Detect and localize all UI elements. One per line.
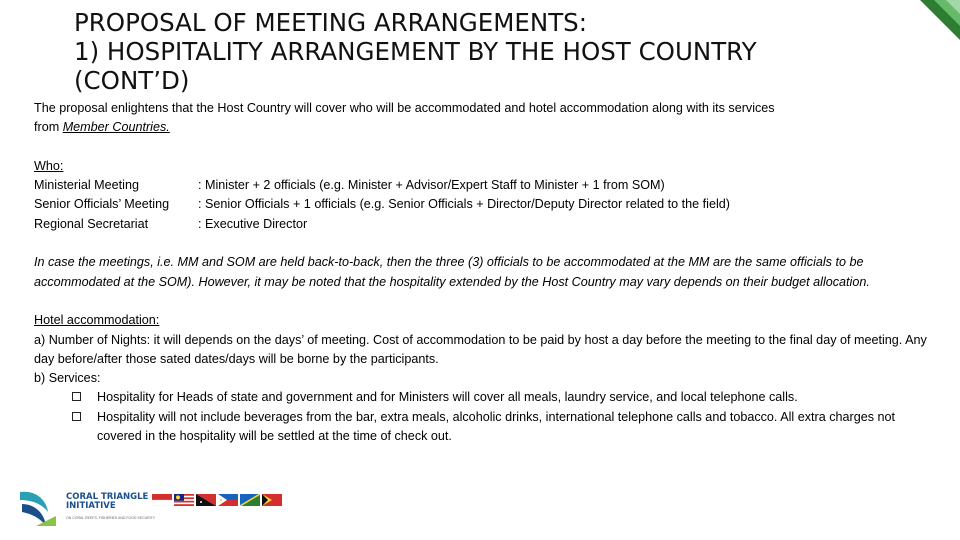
papua-new-guinea-flag-icon bbox=[196, 494, 216, 506]
coral-triangle-logo-icon bbox=[16, 486, 60, 530]
page-title bbox=[74, 8, 934, 95]
member-flags bbox=[152, 494, 282, 506]
timor-leste-flag-icon bbox=[262, 494, 282, 506]
hotel-heading: Hotel accommodation: bbox=[34, 313, 160, 328]
who-desc: : Senior Officials + 1 officials (e.g. Senior Officials + Director/Deputy Director related to the field) bbox=[198, 197, 730, 212]
title-line-3: (CONT’D) bbox=[74, 66, 190, 95]
hotel-services-label: b) Services: bbox=[34, 371, 101, 386]
list-item bbox=[34, 408, 934, 447]
hotel-nights-text: a) Number of Nights: it will depends on the days’ of meeting. Cost of accommodation to be paid by host a day before the meeting to the final day of meeting. Any day before/after those sated dates/days will be borne by the participants. bbox=[34, 332, 927, 366]
list-item bbox=[34, 388, 934, 407]
logo-line-1: CORAL TRIANGLE bbox=[66, 492, 149, 502]
who-desc: : Minister + 2 officials (e.g. Minister + Advisor/Expert Staff to Minister + 1 from SOM) bbox=[198, 178, 665, 193]
back-to-back-note: In case the meetings, i.e. MM and SOM are held back-to-back, then the three (3) officials to be accommodated at the MM are the same officials to be accommodated at the SOM). However, it may be noted that the hospitality extended by the Host Country may vary depends on their budget allocation. bbox=[34, 255, 870, 289]
malaysia-flag-icon bbox=[174, 494, 194, 506]
checkbox-bullet-icon bbox=[72, 412, 81, 421]
bullet-text: Hospitality will not include beverages from the bar, extra meals, alcoholic drinks, international telephone calls and tobacco. All extra charges not covered in the hospitality will be settled at the time of check out. bbox=[97, 409, 896, 444]
who-row-senior-officials bbox=[34, 195, 934, 214]
member-countries-link: Member Countries. bbox=[62, 120, 170, 135]
who-row-ministerial bbox=[34, 176, 934, 195]
logo-tagline: ON CORAL REEFS, FISHERIES AND FOOD SECURITY bbox=[66, 516, 156, 520]
who-role: Senior Officials’ Meeting bbox=[34, 197, 170, 212]
who-heading: Who: bbox=[34, 158, 64, 173]
who-role: Ministerial Meeting bbox=[34, 178, 139, 193]
intro-text-2: from bbox=[34, 120, 63, 135]
who-desc: : Executive Director bbox=[198, 216, 308, 231]
intro-text: The proposal enlightens that the Host Country will cover who will be accommodated and hotel accommodation along with its services bbox=[34, 101, 775, 115]
title-line-1: PROPOSAL OF MEETING ARRANGEMENTS: bbox=[74, 8, 587, 37]
solomon-islands-flag-icon bbox=[240, 494, 260, 506]
logo-line-2: INITIATIVE bbox=[66, 501, 116, 511]
who-role: Regional Secretariat bbox=[34, 216, 149, 231]
logo-text bbox=[66, 493, 148, 511]
title-line-2: 1) HOSPITALITY ARRANGEMENT BY THE HOST COUNTRY bbox=[74, 37, 757, 66]
who-row-secretariat bbox=[34, 215, 934, 234]
intro-paragraph bbox=[34, 99, 934, 138]
cti-logo bbox=[8, 486, 288, 536]
philippines-flag-icon bbox=[218, 494, 238, 506]
indonesia-flag-icon bbox=[152, 494, 172, 506]
bullet-text: Hospitality for Heads of state and government and for Ministers will cover all meals, laundry service, and local telephone calls. bbox=[97, 390, 798, 405]
checkbox-bullet-icon bbox=[72, 392, 81, 401]
content-body bbox=[34, 99, 934, 446]
